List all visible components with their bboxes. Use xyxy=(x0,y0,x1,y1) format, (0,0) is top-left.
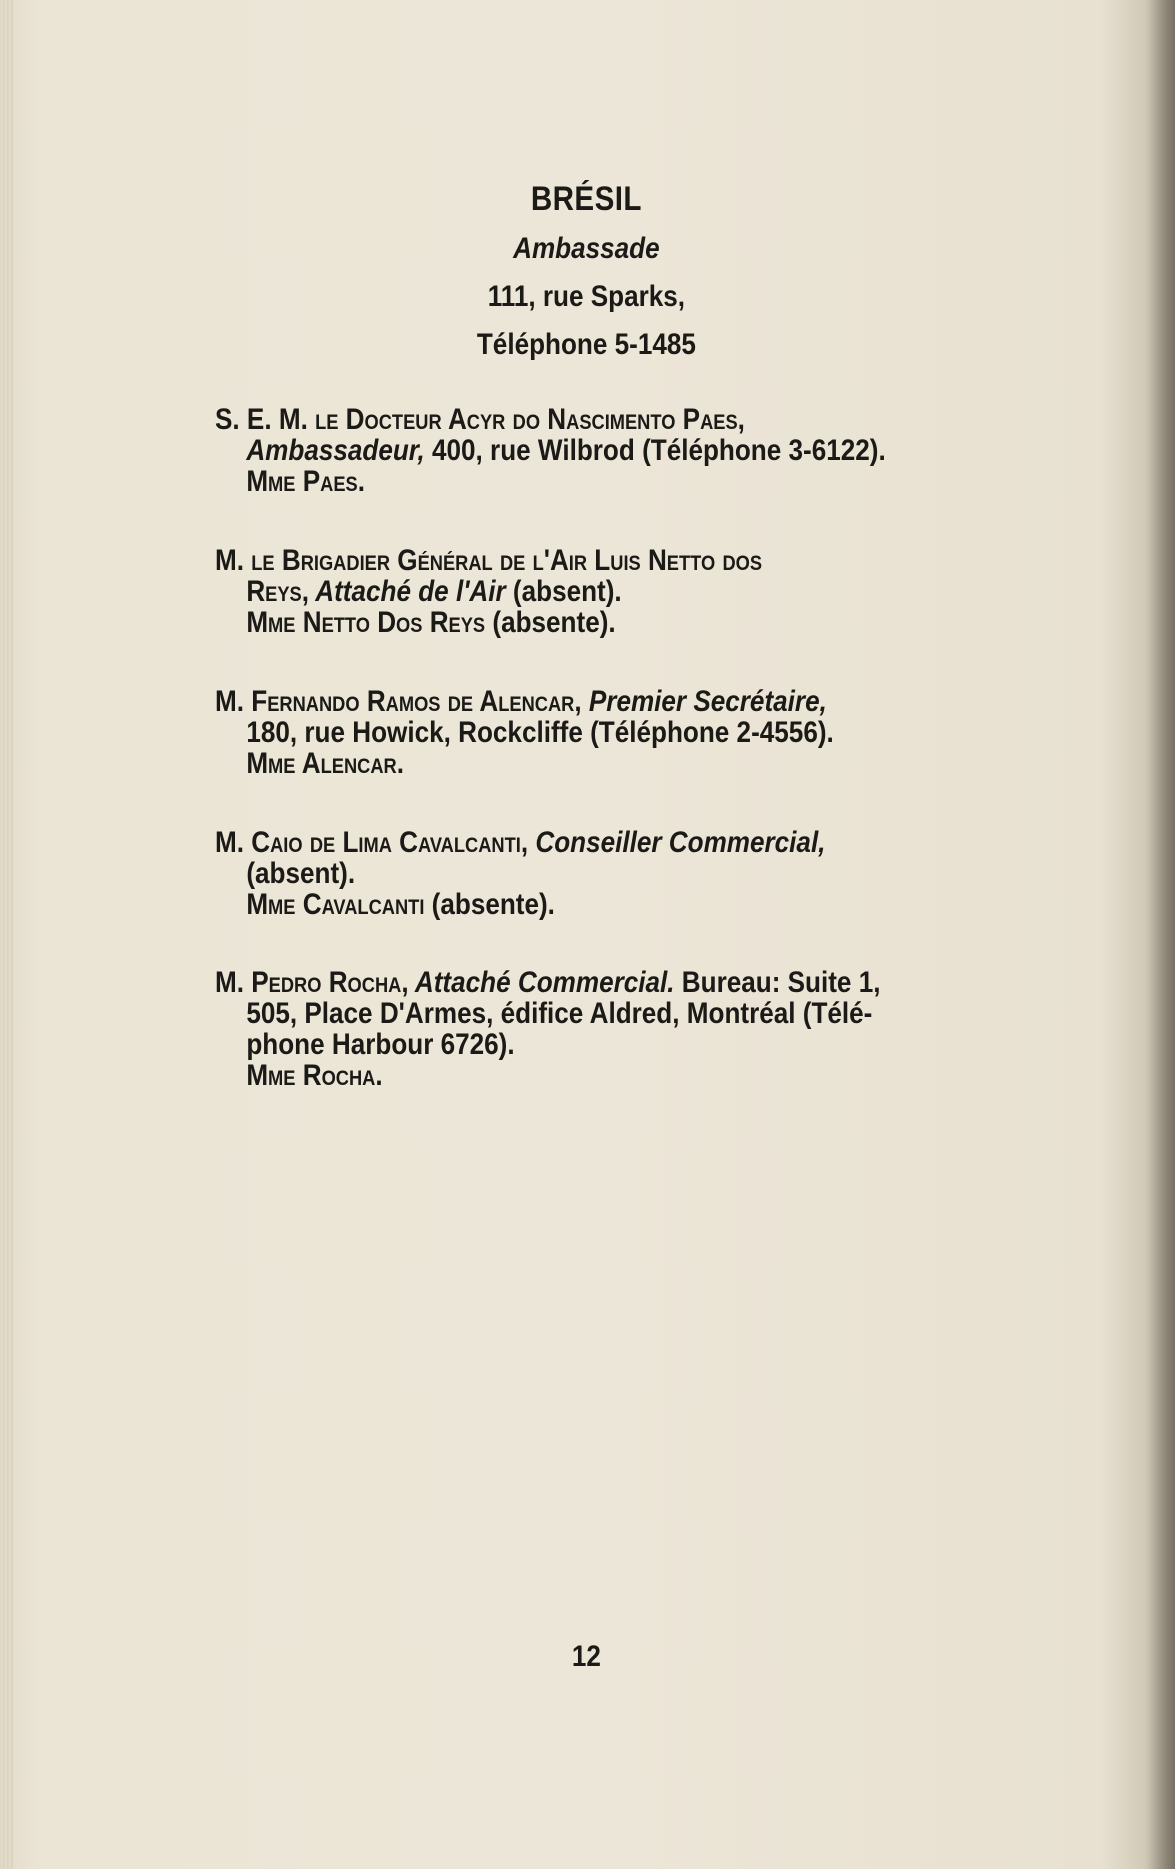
entry-line xyxy=(215,686,1085,717)
entry-details: 505, Place D'Armes, édifice Aldred, Montréal (Télé- xyxy=(246,997,873,1030)
entry-name: Pedro Rocha, xyxy=(251,966,409,999)
entry-title: Conseiller Commercial, xyxy=(528,826,826,859)
entry-details: 400, rue Wilbrod (Téléphone 3-6122). xyxy=(424,434,886,467)
entry-details: (absent). xyxy=(505,575,622,608)
spouse-name: Mme Netto Dos Reys xyxy=(246,606,486,639)
entry-title: Attaché Commercial. xyxy=(408,966,675,999)
entry-name: Fernando Ramos de Alencar, xyxy=(251,685,582,718)
entry-line xyxy=(215,967,1085,998)
entry-prefix: M. xyxy=(215,826,252,859)
entry-name-cont: Reys, xyxy=(246,575,309,608)
entry-spouse xyxy=(215,607,1085,638)
staff-entry-ambassador xyxy=(215,404,1085,497)
spouse-status: (absente). xyxy=(485,606,616,639)
spouse-name: Mme Alencar. xyxy=(246,747,404,780)
page-number: 12 xyxy=(571,1640,601,1673)
entry-line xyxy=(215,435,1085,466)
entry-name: Caio de Lima Cavalcanti, xyxy=(251,826,529,859)
spouse-name: Mme Cavalcanti xyxy=(246,888,425,921)
entry-line xyxy=(215,545,1085,576)
entry-line xyxy=(215,717,1085,748)
staff-entry-commercial-counsellor xyxy=(215,827,1085,920)
entry-line xyxy=(215,576,1085,607)
entry-line xyxy=(215,1029,1085,1060)
entry-line xyxy=(215,827,1085,858)
entry-title: Ambassadeur, xyxy=(246,434,425,467)
entry-spouse xyxy=(215,748,1085,779)
entry-prefix: M. xyxy=(215,685,252,718)
staff-entry-first-secretary xyxy=(215,686,1085,779)
entry-spouse xyxy=(215,889,1085,920)
entry-details: 180, rue Howick, Rockcliffe (Téléphone 2-4556). xyxy=(246,716,834,749)
embassy-address: 111, rue Sparks, xyxy=(487,280,686,313)
entry-spouse xyxy=(215,466,1085,497)
country-heading: BRÉSIL xyxy=(530,180,642,218)
spouse-status: (absente). xyxy=(424,888,555,921)
entry-title: Premier Secrétaire, xyxy=(581,685,827,718)
entry-line xyxy=(215,998,1085,1029)
entry-details: phone Harbour 6726). xyxy=(246,1028,515,1061)
entry-prefix: M. xyxy=(215,544,252,577)
entry-details: Bureau: Suite 1, xyxy=(674,966,881,999)
entry-prefix: M. xyxy=(215,966,252,999)
entry-spouse xyxy=(215,1060,1085,1091)
spouse-name: Mme Paes. xyxy=(246,465,365,498)
entry-line xyxy=(215,404,1085,435)
staff-entry-commercial-attache xyxy=(215,967,1085,1091)
entry-name: le Brigadier Général de l'Air Luis Netto dos xyxy=(251,544,763,577)
entry-prefix: S. E. M. xyxy=(215,403,316,436)
entry-details: (absent). xyxy=(246,857,356,890)
staff-entry-air-attache xyxy=(215,545,1085,638)
entry-line xyxy=(215,858,1085,889)
spouse-name: Mme Rocha. xyxy=(246,1059,383,1092)
section-heading: Ambassade xyxy=(513,232,660,265)
entry-name: le Docteur Acyr do Nascimento Paes, xyxy=(315,403,745,436)
embassy-phone: Téléphone 5-1485 xyxy=(476,328,696,361)
entry-title: Attaché de l'Air xyxy=(308,575,506,608)
